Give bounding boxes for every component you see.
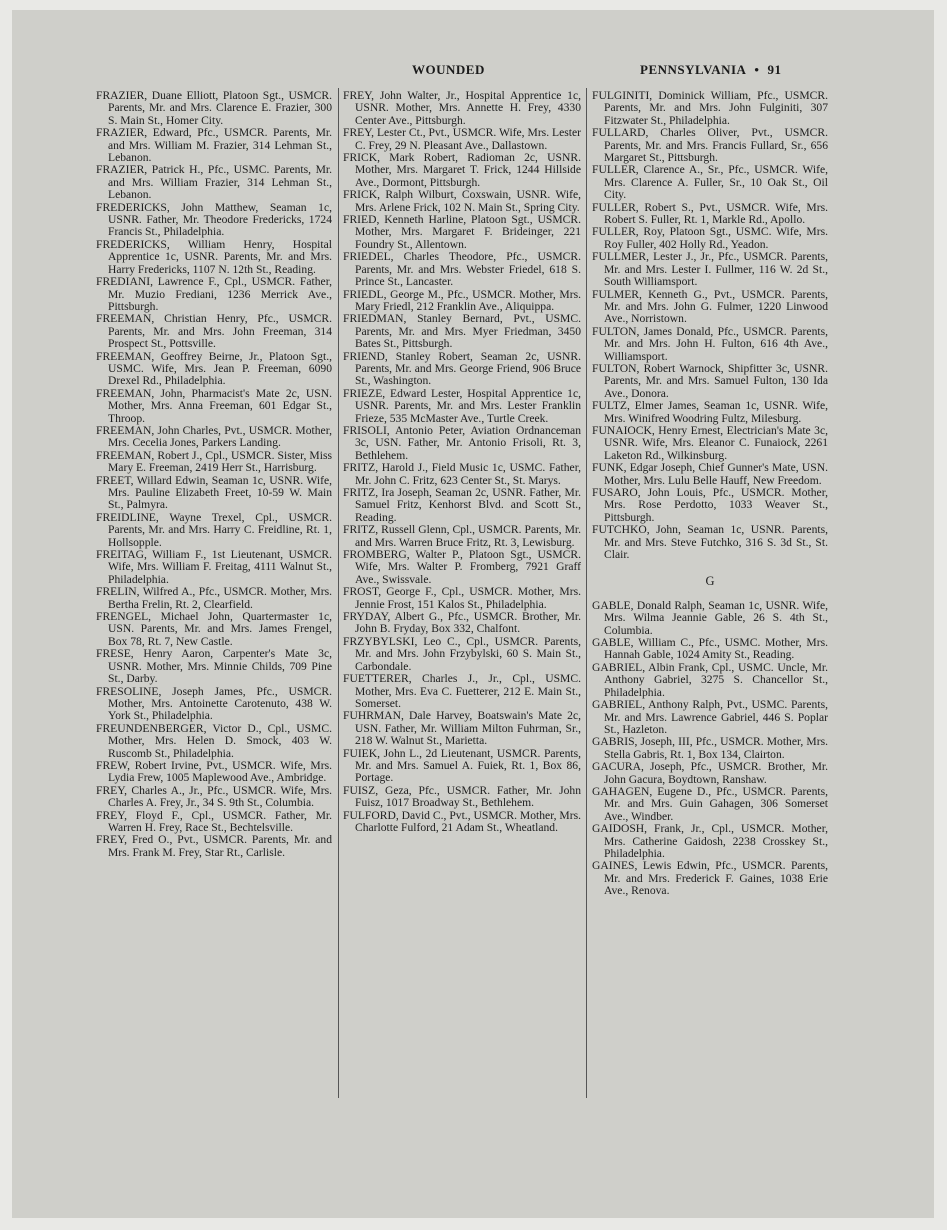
casualty-entry: FRAZIER, Duane Elliott, Platoon Sgt., USMCR. Parents, Mr. and Mrs. Clarence E. Frazier, 300 S. Main St., Homer City.	[96, 89, 332, 127]
casualty-entry: GABLE, William C., Pfc., USMC. Mother, Mrs. Hannah Gable, 1024 Amity St., Reading.	[592, 636, 828, 662]
casualty-entry: FRITZ, Ira Joseph, Seaman 2c, USNR. Father, Mr. Samuel Fritz, Kenhorst Blvd. and Scott St., Reading.	[343, 486, 581, 524]
casualty-entry: FRIED, Kenneth Harline, Platoon Sgt., USMCR. Mother, Mrs. Margaret F. Brideinger, 221 Foundry St., Allentown.	[343, 213, 581, 251]
casualty-entry: FULGINITI, Dominick William, Pfc., USMCR. Parents, Mr. and Mrs. John Fulginiti, 307 Fitzwater St., Philadelphia.	[592, 89, 828, 127]
column-1	[96, 90, 332, 859]
casualty-entry: FULLER, Roy, Platoon Sgt., USMC. Wife, Mrs. Roy Fuller, 402 Holly Rd., Yeadon.	[592, 225, 828, 251]
casualty-entry: FROST, George F., Cpl., USMCR. Mother, Mrs. Jennie Frost, 151 Kalos St., Philadelphia.	[343, 585, 581, 611]
casualty-entry: FREEMAN, John Charles, Pvt., USMCR. Mother, Mrs. Cecelia Jones, Parkers Landing.	[96, 423, 332, 450]
casualty-entry: FRIEDMAN, Stanley Bernard, Pvt., USMC. Parents, Mr. and Mrs. Myer Friedman, 3450 Bates St., Pittsburgh.	[343, 312, 581, 351]
header-bullet: •	[754, 62, 760, 77]
casualty-entry: FRICK, Ralph Wilburt, Coxswain, USNR. Wife, Mrs. Arlene Frick, 102 N. Main St., Spring City.	[343, 188, 581, 214]
casualty-entry: FUNAIOCK, Henry Ernest, Electrician's Mate 3c, USNR. Wife, Mrs. Eleanor C. Funaiock, 2261 Laketon Rd., Wilkinsburg.	[592, 423, 828, 462]
casualty-entry: FREY, Fred O., Pvt., USMCR. Parents, Mr. and Mrs. Frank M. Frey, Star Rt., Carlisle.	[96, 833, 332, 859]
casualty-entry: FREEMAN, John, Pharmacist's Mate 2c, USN. Mother, Mrs. Anna Freeman, 601 Edgar St., Throop.	[96, 386, 332, 425]
casualty-entry: FULFORD, David C., Pvt., USMCR. Mother, Mrs. Charlotte Fulford, 21 Adam St., Wheatland.	[343, 808, 581, 834]
column-3-f-entries	[592, 90, 828, 561]
casualty-entry: FUETTERER, Charles J., Jr., Cpl., USMC. Mother, Mrs. Eva C. Fuetterer, 212 E. Main St., Somerset.	[343, 672, 581, 710]
casualty-entry: FREY, Lester Ct., Pvt., USMCR. Wife, Mrs. Lester C. Frey, 29 N. Pleasant Ave., Dallastown.	[343, 126, 581, 152]
casualty-entry: FREDERICKS, John Matthew, Seaman 1c, USNR. Father, Mr. Theodore Fredericks, 1724 Francis St., Philadelphia.	[96, 200, 332, 239]
casualty-entry: FULTZ, Elmer James, Seaman 1c, USNR. Wife, Mrs. Winifred Woodring Fultz, Milesburg.	[592, 399, 828, 425]
page-number: 91	[767, 62, 782, 77]
header-state-and-page	[640, 62, 781, 78]
casualty-entry: FUHRMAN, Dale Harvey, Boatswain's Mate 2c, USN. Father, Mr. William Milton Fuhrman, Sr., 218 W. Walnut St., Marietta.	[343, 709, 581, 748]
casualty-entry: GABLE, Donald Ralph, Seaman 1c, USNR. Wife, Mrs. Wilma Jeannie Gable, 26 S. 4th St., Columbia.	[592, 598, 828, 637]
casualty-entry: FULLER, Clarence A., Sr., Pfc., USMCR. Wife, Mrs. Clarence A. Fuller, Sr., 10 Oak St., Oil City.	[592, 163, 828, 202]
casualty-entry: FREUNDENBERGER, Victor D., Cpl., USMC. Mother, Mrs. Helen D. Smock, 403 W. Ruscomb St., Philadelphia.	[96, 721, 332, 760]
casualty-entry: FROMBERG, Walter P., Platoon Sgt., USMCR. Wife, Mrs. Walter P. Fromberg, 7921 Graff Ave., Swissvale.	[343, 548, 581, 586]
casualty-entry: GABRIEL, Anthony Ralph, Pvt., USMC. Parents, Mr. and Mrs. Lawrence Gabriel, 446 S. Poplar St., Hazleton.	[592, 698, 828, 736]
casualty-entry: GAHAGEN, Eugene D., Pfc., USMCR. Parents, Mr. and Mrs. Guin Gahagen, 306 Somerset Ave., Windber.	[592, 784, 828, 823]
column-3-g-entries	[592, 600, 828, 898]
casualty-entry: FREW, Robert Irvine, Pvt., USMCR. Wife, Mrs. Lydia Frew, 1005 Maplewood Ave., Ambridge.	[96, 758, 332, 785]
casualty-entry: FREEMAN, Robert J., Cpl., USMCR. Sister, Miss Mary E. Freeman, 2419 Herr St., Harrisburg.	[96, 448, 332, 475]
casualty-entry: FULLMER, Lester J., Jr., Pfc., USMCR. Parents, Mr. and Mrs. Lester I. Fullmer, 116 W. 2d St., South Williamsport.	[592, 250, 828, 289]
casualty-entry: FRITZ, Russell Glenn, Cpl., USMCR. Parents, Mr. and Mrs. Warren Bruce Fritz, Rt. 3, Lewisburg.	[343, 523, 581, 549]
casualty-entry: FRENGEL, Michael John, Quartermaster 1c, USN. Parents, Mr. and Mrs. James Frengel, Box 78, Rt. 7, New Castle.	[96, 610, 332, 648]
casualty-entry: FREY, John Walter, Jr., Hospital Apprentice 1c, USNR. Mother, Mrs. Annette H. Frey, 4330 Center Ave., Pittsburgh.	[343, 89, 581, 127]
casualty-entry: FRYDAY, Albert G., Pfc., USMCR. Brother, Mr. John B. Fryday, Box 332, Chalfont.	[343, 610, 581, 636]
casualty-entry: FUNK, Edgar Joseph, Chief Gunner's Mate, USN. Mother, Mrs. Lulu Belle Hauff, New Freedom.	[592, 461, 828, 487]
casualty-entry: FRAZIER, Edward, Pfc., USMCR. Parents, Mr. and Mrs. William M. Frazier, 314 Lehman St., Lebanon.	[96, 126, 332, 165]
casualty-entry: FRAZIER, Patrick H., Pfc., USMC. Parents, Mr. and Mrs. William Frazier, 314 Lehman St., Lebanon.	[96, 163, 332, 202]
casualty-entry: FUIEK, John L., 2d Lieutenant, USMCR. Parents, Mr. and Mrs. Samuel A. Fuiek, Rt. 1, Box 86, Portage.	[343, 746, 581, 785]
column-divider-2	[586, 88, 587, 1098]
casualty-entry: FREDERICKS, William Henry, Hospital Apprentice 1c, USNR. Parents, Mr. and Mrs. Harry Fredericks, 1107 N. 12th St., Reading.	[96, 237, 332, 276]
casualty-entry: FREEMAN, Geoffrey Beirne, Jr., Platoon Sgt., USMC. Wife, Mrs. Jean P. Freeman, 6090 Drexel Rd., Philadelphia.	[96, 349, 332, 388]
casualty-entry: FULLARD, Charles Oliver, Pvt., USMCR. Parents, Mr. and Mrs. Francis Fullard, Sr., 656 Margaret St., Pittsburgh.	[592, 126, 828, 165]
casualty-entry: FRIEDL, George M., Pfc., USMCR. Mother, Mrs. Mary Friedl, 212 Franklin Ave., Aliquippa.	[343, 287, 581, 313]
casualty-entry: FUTCHKO, John, Seaman 1c, USNR. Parents, Mr. and Mrs. Steve Futchko, 316 S. 3d St., St. Clair.	[592, 523, 828, 562]
casualty-entry: FRICK, Mark Robert, Radioman 2c, USNR. Mother, Mrs. Margaret T. Frick, 1244 Hillside Ave., Dormont, Pittsburgh.	[343, 151, 581, 189]
column-2	[343, 90, 581, 834]
casualty-entry: FUSARO, John Louis, Pfc., USMCR. Mother, Mrs. Rose Perdotto, 1033 Weaver St., Pittsburgh.	[592, 486, 828, 524]
casualty-entry: GAINES, Lewis Edwin, Pfc., USMCR. Parents, Mr. and Mrs. Frederick F. Gaines, 1038 Erie Ave., Renova.	[592, 859, 828, 898]
casualty-entry: FRIEND, Stanley Robert, Seaman 2c, USNR. Parents, Mr. and Mrs. George Friend, 906 Bruce St., Washington.	[343, 349, 581, 388]
casualty-entry: GABRIS, Joseph, III, Pfc., USMCR. Mother, Mrs. Stella Gabris, Rt. 1, Box 134, Clairton.	[592, 735, 828, 761]
column-3	[592, 90, 828, 898]
page-header	[0, 52, 947, 76]
casualty-entry: FRELIN, Wilfred A., Pfc., USMCR. Mother, Mrs. Bertha Frelin, Rt. 2, Clearfield.	[96, 585, 332, 611]
casualty-entry: FRITZ, Harold J., Field Music 1c, USMC. Father, Mr. John C. Fritz, 623 Center St., St. Marys.	[343, 461, 581, 487]
casualty-entry: FRIEDEL, Charles Theodore, Pfc., USMCR. Parents, Mr. and Mrs. Webster Friedel, 618 S. Prince St., Lancaster.	[343, 250, 581, 289]
casualty-entry: FRISOLI, Antonio Peter, Aviation Ordnanceman 3c, USN. Father, Mr. Antonio Frisoli, Rt. 3, Bethlehem.	[343, 423, 581, 462]
casualty-entry: GAIDOSH, Frank, Jr., Cpl., USMCR. Mother, Mrs. Catherine Gaidosh, 2238 Crosskey St., Philadelphia.	[592, 822, 828, 860]
casualty-entry: FUISZ, Geza, Pfc., USMCR. Father, Mr. John Fuisz, 1017 Broadway St., Bethlehem.	[343, 783, 581, 810]
column-divider-1	[338, 88, 339, 1098]
section-letter-heading: G	[705, 574, 715, 589]
casualty-entry: FULTON, Robert Warnock, Shipfitter 3c, USNR. Parents, Mr. and Mrs. Samuel Fulton, 130 Ida Ave., Donora.	[592, 361, 828, 400]
header-state: PENNSYLVANIA	[640, 62, 747, 77]
casualty-entry: FRESE, Henry Aaron, Carpenter's Mate 3c, USNR. Mother, Mrs. Minnie Childs, 709 Pine St., Darby.	[96, 647, 332, 686]
casualty-entry: FREDIANI, Lawrence F., Cpl., USMCR. Father, Mr. Muzio Frediani, 1236 Merrick Ave., Pittsburgh.	[96, 275, 332, 313]
casualty-entry: FRIEZE, Edward Lester, Hospital Apprentice 1c, USNR. Parents, Mr. and Mrs. Lester Franklin Frieze, 535 McMaster Ave., Turtle Creek.	[343, 386, 581, 425]
casualty-entry: FREET, Willard Edwin, Seaman 1c, USNR. Wife, Mrs. Pauline Elizabeth Freet, 10-59 W. Main St., Palmyra.	[96, 473, 332, 512]
casualty-entry: FREY, Charles A., Jr., Pfc., USMCR. Wife, Mrs. Charles A. Frey, Jr., 34 S. 9th St., Columbia.	[96, 783, 332, 810]
casualty-entry: FULLER, Robert S., Pvt., USMCR. Wife, Mrs. Robert S. Fuller, Rt. 1, Markle Rd., Apollo.	[592, 200, 828, 227]
casualty-entry: FULMER, Kenneth G., Pvt., USMCR. Parents, Mr. and Mrs. John G. Fulmer, 1220 Linwood Ave., Norristown.	[592, 287, 828, 326]
casualty-entry: GABRIEL, Albin Frank, Cpl., USMC. Uncle, Mr. Anthony Gabriel, 3275 S. Chancellor St., Philadelphia.	[592, 660, 828, 699]
header-section-title: WOUNDED	[412, 62, 485, 77]
casualty-entry: GACURA, Joseph, Pfc., USMCR. Brother, Mr. John Gacura, Boydtown, Ranshaw.	[592, 760, 828, 786]
casualty-entry: FULTON, James Donald, Pfc., USMCR. Parents, Mr. and Mrs. John H. Fulton, 616 4th Ave., Williamsport.	[592, 324, 828, 363]
casualty-entry: FREITAG, William F., 1st Lieutenant, USMCR. Wife, Mrs. William F. Freitag, 4111 Walnut St., Philadelphia.	[96, 548, 332, 586]
casualty-entry: FREY, Floyd F., Cpl., USMCR. Father, Mr. Warren H. Frey, Race St., Bechtelsville.	[96, 808, 332, 834]
casualty-entry: FREIDLINE, Wayne Trexel, Cpl., USMCR. Parents, Mr. and Mrs. Harry C. Freidline, Rt. 1, Hollsopple.	[96, 510, 332, 549]
casualty-entry: FREEMAN, Christian Henry, Pfc., USMCR. Parents, Mr. and Mrs. John Freeman, 314 Prospect St., Pottsville.	[96, 312, 332, 351]
casualty-entry: FRZYBYLSKI, Leo C., Cpl., USMCR. Parents, Mr. and Mrs. John Frzybylski, 60 S. Main St., Carbondale.	[343, 634, 581, 673]
casualty-entry: FRESOLINE, Joseph James, Pfc., USMCR. Mother, Mrs. Antoinette Carotenuto, 438 W. York St., Philadelphia.	[96, 684, 332, 723]
